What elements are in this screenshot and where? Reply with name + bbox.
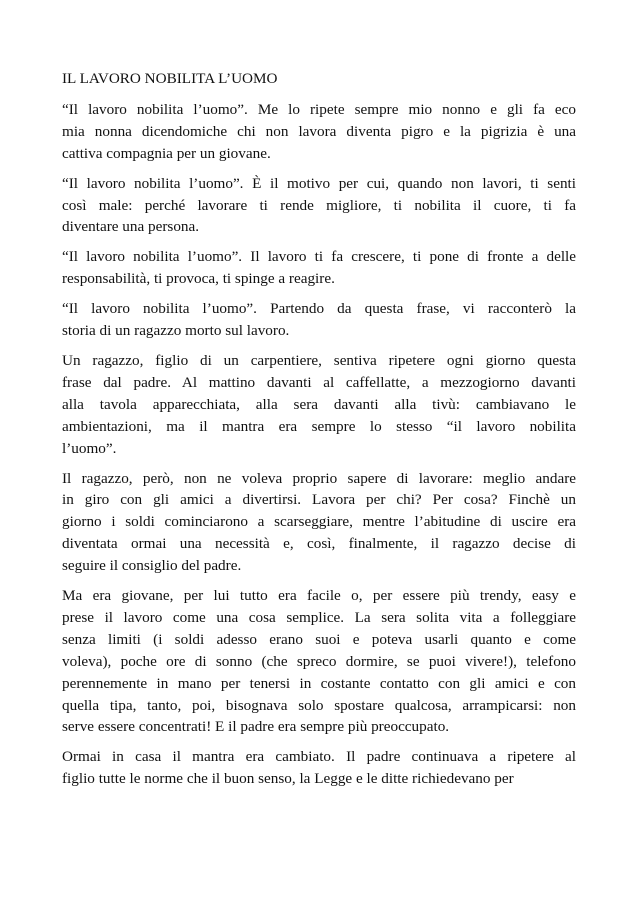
- paragraph-line: Ma era giovane, per lui tutto era facile o, per essere più trendy, easy e: [62, 587, 576, 605]
- paragraph-line: prese il lavoro come una cosa semplice. La sera solita vita a folleggiare: [62, 608, 576, 626]
- paragraph-line: così male: perché lavorare ti rende migliore, ti nobilita il cuore, ti fa: [62, 196, 576, 214]
- paragraph-line: l’uomo”.: [62, 439, 117, 457]
- paragraph-line: voleva), poche ore di sonno (che spreco dormire, se puoi vivere!), telefono: [62, 652, 576, 670]
- paragraph-line: quella tipa, tanto, poi, bisognava solo spostare qualcosa, arrampicarsi: non: [62, 696, 576, 714]
- paragraph: [62, 173, 576, 239]
- paragraph-line: ambientazioni, ma il mantra era sempre lo stesso “il lavoro nobilita: [62, 417, 576, 435]
- paragraph-line: diventata ormai una necessità e, così, finalmente, il ragazzo decise di: [62, 535, 576, 553]
- paragraph-line: “Il lavoro nobilita l’uomo”. Me lo ripete sempre mio nonno e gli fa eco: [62, 100, 576, 118]
- paragraph-line: senza limiti (i soldi adesso erano suoi e poteva usarli quanto e come: [62, 630, 576, 648]
- paragraph-line: serve essere concentrati! E il padre era sempre più preoccupato.: [62, 718, 450, 736]
- paragraph-line: “Il lavoro nobilita l’uomo”. È il motivo per cui, quando non lavori, ti senti: [62, 174, 576, 192]
- paragraph-line: “Il lavoro nobilita l’uomo”. Il lavoro ti fa crescere, ti pone di fronte a delle: [62, 248, 576, 266]
- paragraph-line: storia di un ragazzo morto sul lavoro.: [62, 322, 290, 340]
- paragraph: [62, 99, 576, 165]
- paragraph-line: figlio tutte le norme che il buon senso, la Legge e le ditte richiedevano per: [62, 770, 514, 788]
- paragraph-line: alla tavola apparecchiata, alla sera davanti alla tivù: cambiavano le: [62, 395, 576, 413]
- paragraph: [62, 585, 576, 738]
- paragraph-line: seguire il consiglio del padre.: [62, 557, 242, 575]
- paragraph-line: perennemente in mano per tenersi in costante contatto con gli amici e con: [62, 674, 576, 692]
- paragraph-line: mia nonna dicendomiche chi non lavora diventa pigro e la pigrizia è una: [62, 122, 576, 140]
- paragraph-line: cattiva compagnia per un giovane.: [62, 144, 271, 162]
- paragraph-line: responsabilità, ti provoca, ti spinge a reagire.: [62, 270, 335, 288]
- paragraph: [62, 468, 576, 578]
- paragraph: [62, 350, 576, 460]
- paragraph: [62, 298, 576, 342]
- paragraph-line: diventare una persona.: [62, 218, 200, 236]
- paragraph-line: Ormai in casa il mantra era cambiato. Il padre continuava a ripetere al: [62, 748, 576, 766]
- paragraph-line: Un ragazzo, figlio di un carpentiere, sentiva ripetere ogni giorno questa: [62, 351, 576, 369]
- paragraph-line: “Il lavoro nobilita l’uomo”. Partendo da questa frase, vi racconterò la: [62, 300, 576, 318]
- paragraph-line: Il ragazzo, però, non ne voleva proprio sapere di lavorare: meglio andare: [62, 469, 576, 487]
- paragraph-line: frase dal padre. Al mattino davanti al caffellatte, a mezzogiorno davanti: [62, 373, 576, 391]
- paragraph: [62, 246, 576, 290]
- paragraph-line: in giro con gli amici a divertirsi. Lavora per chi? Per cosa? Finchè un: [62, 491, 576, 509]
- document-title: IL LAVORO NOBILITA L’UOMO: [62, 70, 278, 87]
- document-body: [62, 99, 576, 790]
- paragraph-line: giorno i soldi cominciarono a scarseggiare, mentre l’abitudine di uscire era: [62, 513, 576, 531]
- paragraph: [62, 746, 576, 790]
